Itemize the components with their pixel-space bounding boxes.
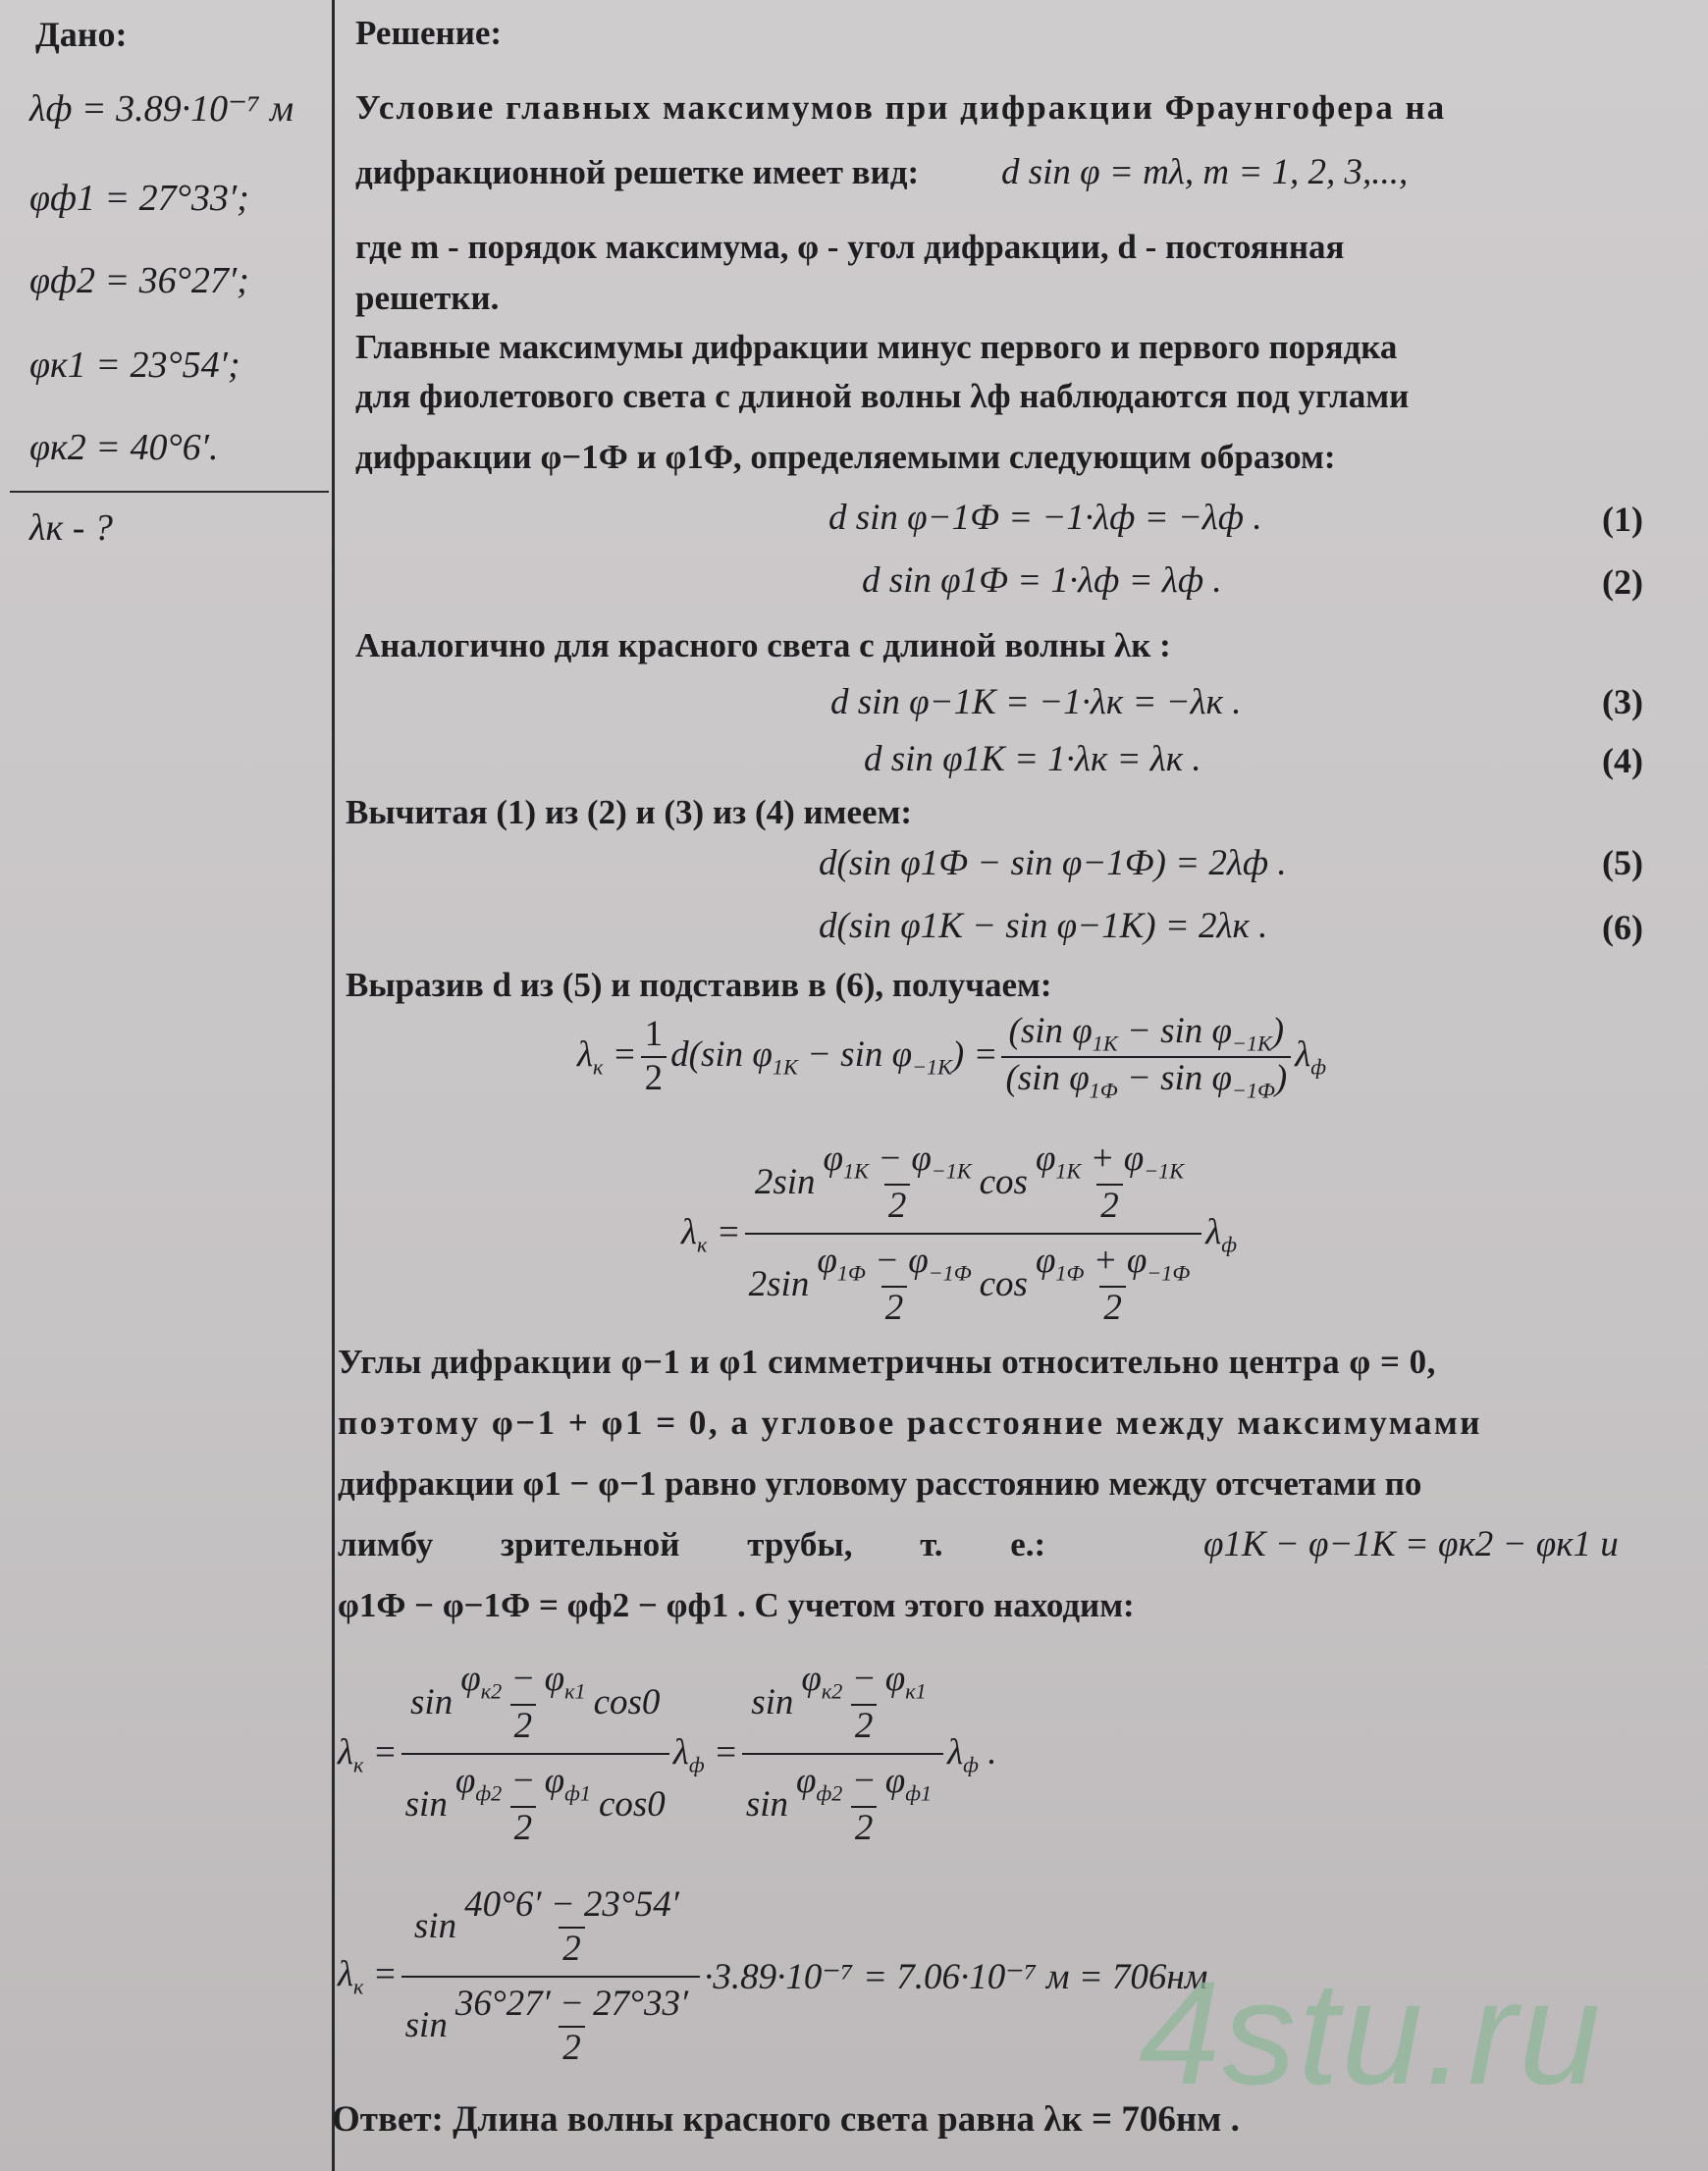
para3-line1: Главные максимумы дифракции минус первого и первого порядка <box>355 328 1398 366</box>
given-heading: Дано: <box>35 15 128 54</box>
column-divider <box>332 0 335 2171</box>
given-phi-f1: φф1 = 27°33′; <box>29 178 249 219</box>
answer: Ответ: Длина волны красного света равна λк = 706нм . <box>332 2099 1240 2140</box>
para7-line4-formula: φ1К − φ−1К = φк2 − φк1 и <box>1203 1524 1619 1564</box>
para7-line5: φ1Ф − φ−1Ф = φф2 − φф1 . С учетом этого находим: <box>338 1586 1135 1624</box>
equation-number-3: (3) <box>1602 682 1643 721</box>
para2-line1: где m - порядок максимума, φ - угол дифракции, d - постоянная <box>355 228 1345 266</box>
formula-lambda-k-2: $\lambda_к$ = 2sin $\frac{\varphi_{1К} - \varphi_{-1К}}{2}$ cos $\frac{\varphi_{1К} + \varphi_{-1К}}{2}$ 2sin $\frac{\varphi_{1Ф} - \varphi_{-1Ф}}{2}$ cos $\frac{\varphi_{1Ф} + \varphi_{-1Ф}}{2}$ $\lambda_ф$ <box>681 1138 1238 1329</box>
equation-2: d sin φ1Ф = 1·λф = λф . <box>862 560 1222 601</box>
numeric-result: ·3.89·10⁻⁷ = 7.06·10⁻⁷ м = 706нм <box>704 1957 1208 1998</box>
equation-6: d(sin φ1К − sin φ−1К) = 2λк . <box>819 906 1268 946</box>
para7-line2: поэтому φ−1 + φ1 = 0, а угловое расстояние между максимумами <box>338 1403 1482 1442</box>
given-phi-f2: φф2 = 36°27′; <box>29 260 249 301</box>
equation-number-6: (6) <box>1602 908 1643 947</box>
formula-lambda-k-1: $\lambda_к$ = $\frac{1}{2}$ d(sin $\varphi_{1К} - \sin \varphi_{-1К}$) = $\frac{(\sin \varphi_{1К} - \sin \varphi_{-1К})}{(\sin \varphi_{1Ф} - \sin \varphi_{-1Ф})}$ $\lambda_ф$ <box>577 1011 1327 1103</box>
given-divider <box>10 491 329 493</box>
given-phi-k1: φк1 = 23°54′; <box>29 344 240 386</box>
para4: Аналогично для красного света с длиной волны λк : <box>355 626 1171 664</box>
watermark: 4stu.ru <box>1139 1950 1603 2115</box>
para1-line2-text: дифракционной решетке имеет вид: <box>355 153 920 191</box>
given-find: λк - ? <box>29 507 113 549</box>
given-lambda-f: λф = 3.89·10⁻⁷ м <box>29 88 294 130</box>
para1-line1: Условие главных максимумов при дифракции Фраунгофера на <box>355 88 1447 127</box>
equation-number-4: (4) <box>1602 741 1643 780</box>
grating-formula: d sin φ = mλ, m = 1, 2, 3,..., <box>1001 152 1409 192</box>
equation-1: d sin φ−1Ф = −1·λф = −λф . <box>828 498 1262 538</box>
para7-line3: дифракции φ1 − φ−1 равно угловому расстоянию между отсчетами по <box>338 1464 1422 1503</box>
equation-3: d sin φ−1К = −1·λк = −λк . <box>830 682 1242 722</box>
para3-line2: для фиолетового света с длиной волны λф наблюдаются под углами <box>355 377 1410 415</box>
solution-heading: Решение: <box>355 14 503 52</box>
equation-number-2: (2) <box>1602 562 1643 602</box>
para7-line1: Углы дифракции φ−1 и φ1 симметричны относительно центра φ = 0, <box>338 1343 1436 1381</box>
given-phi-k2: φк2 = 40°6′. <box>29 427 219 468</box>
para6: Выразив d из (5) и подставив в (6), получаем: <box>346 966 1052 1004</box>
para3-line3: дифракции φ−1Ф и φ1Ф, определяемыми следующим образом: <box>355 438 1336 476</box>
para7-line4-text: лимбу зрительной трубы, т. е.: <box>338 1525 1046 1563</box>
formula-lambda-k-3: $\lambda_к$ = sin $\frac{\varphi_{к2} - \varphi_{к1}}{2}$ cos0 sin $\frac{\varphi_{ф2} - \varphi_{ф1}}{2}$ cos0 $\lambda_ф$ = sin $\frac{\varphi_{к2} - \varphi_{к1}}{2}$ sin $\frac{\varphi_{ф2} - \varphi_{ф1}}{2}$ $\lambda_ф$ . <box>338 1659 997 1849</box>
para5: Вычитая (1) из (2) и (3) из (4) имеем: <box>346 793 913 831</box>
equation-4: d sin φ1К = 1·λк = λк . <box>864 739 1201 779</box>
equation-5: d(sin φ1Ф − sin φ−1Ф) = 2λф . <box>819 843 1287 883</box>
equation-number-5: (5) <box>1602 843 1643 882</box>
formula-numeric: $\lambda_к$ = sin $\frac{40^\circ 6' - 23^\circ 54'}{2}$ sin $\frac{36^\circ 27' - 27^\circ 33'}{2}$ ·3.89·10⁻⁷ = 7.06·10⁻⁷ м = 706нм <box>338 1884 1208 2068</box>
para2-line2: решетки. <box>355 279 500 317</box>
equation-number-1: (1) <box>1602 500 1643 539</box>
